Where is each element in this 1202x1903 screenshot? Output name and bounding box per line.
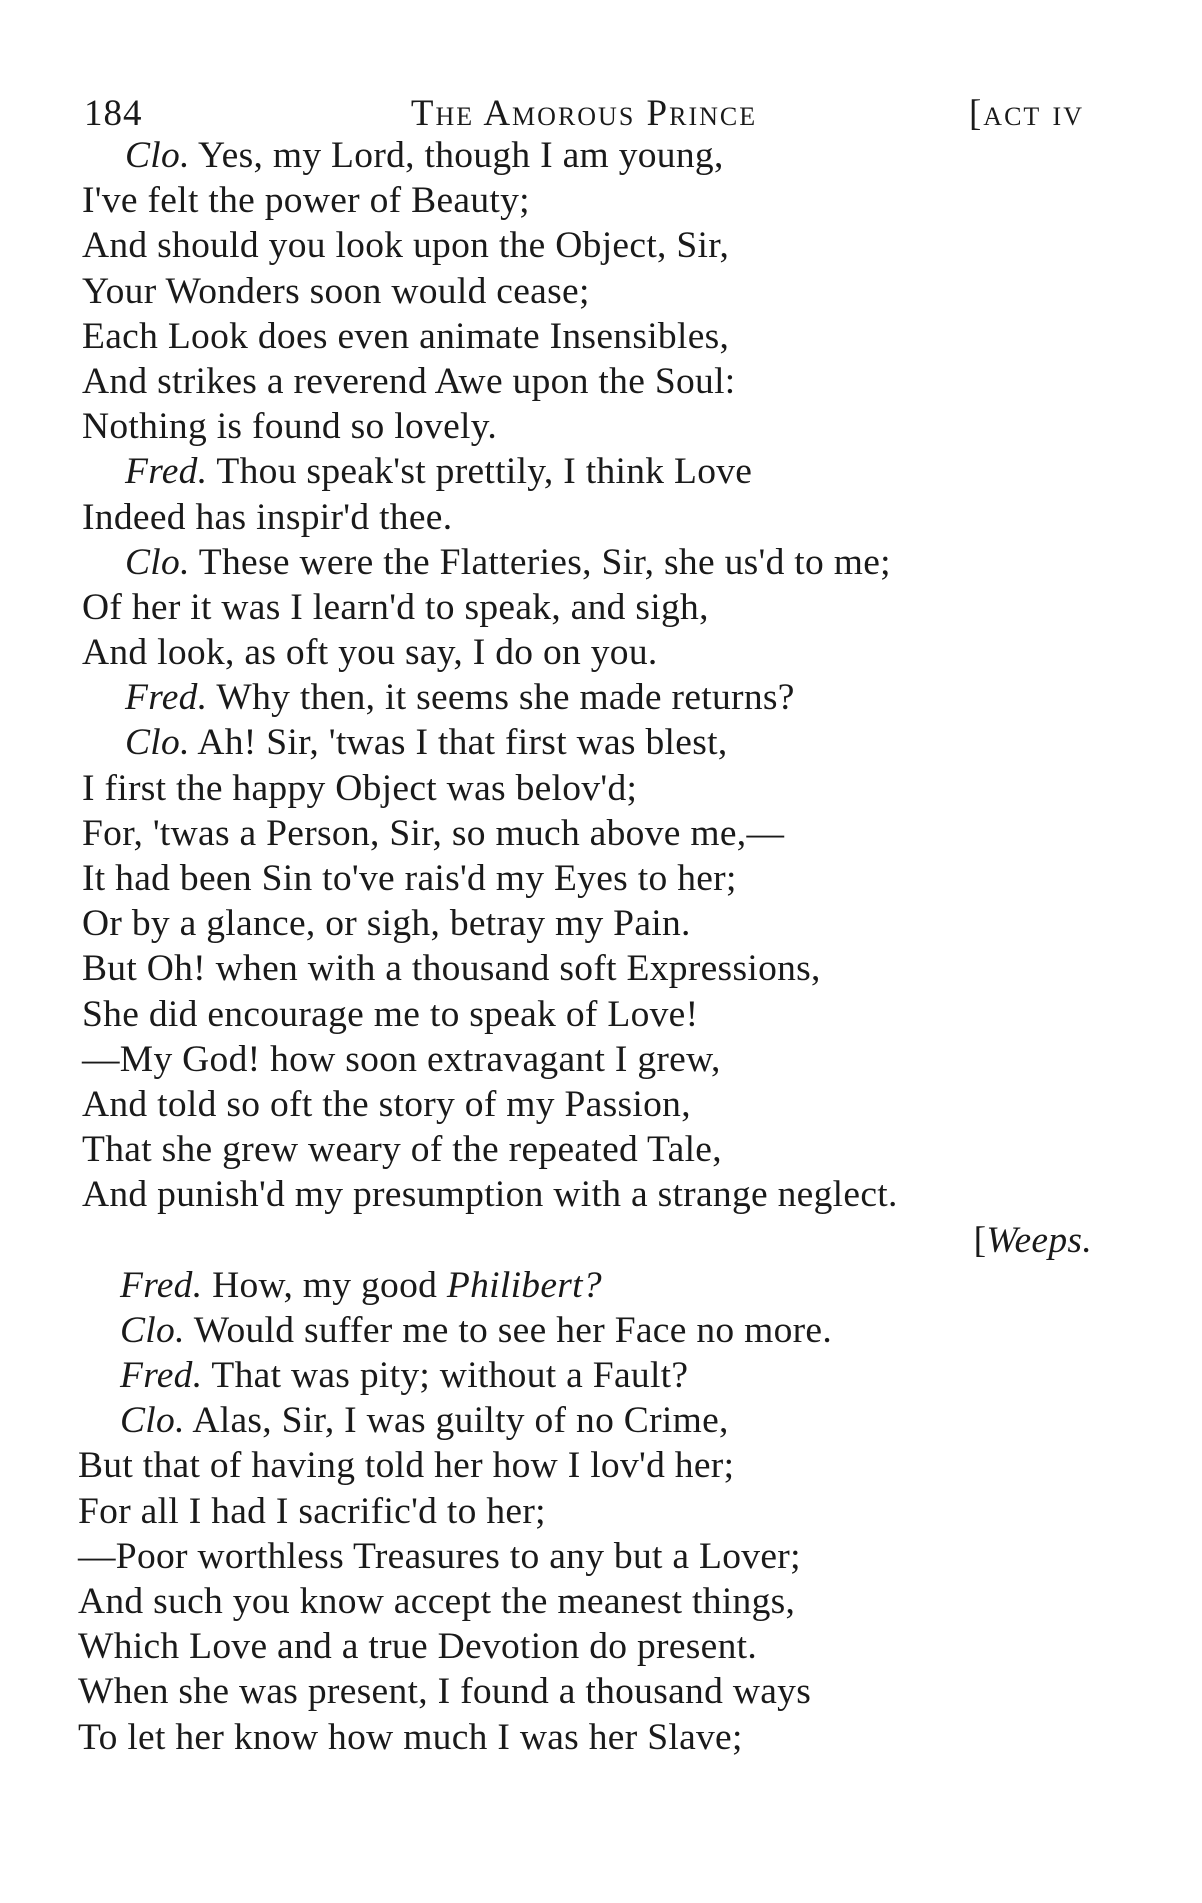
running-title-text: The Amorous Prince (410, 93, 758, 134)
speaker-name: Clo. (125, 135, 190, 176)
line-text: That she grew weary of the repeated Tale, (82, 1129, 722, 1171)
stage-direction-bracket: [ (973, 1219, 987, 1261)
verse-line (0, 269, 1202, 314)
speech-line (0, 675, 1202, 720)
line-text: Which Love and a true Devotion do present. (78, 1626, 758, 1668)
verse-line (0, 856, 1202, 901)
line-text: And look, as oft you say, I do on you. (82, 632, 658, 674)
speech-line (0, 720, 1202, 765)
line-text: Ah! Sir, 'twas I that first was blest, (189, 722, 728, 764)
line-text: To let her know how much I was her Slave; (78, 1716, 743, 1758)
line-text: Why then, it seems she made returns? (207, 677, 795, 719)
verse-line (0, 404, 1202, 449)
line-text: I've felt the power of Beauty; (82, 180, 530, 222)
line-text: And such you know accept the meanest things, (78, 1581, 796, 1622)
verse-line (0, 1082, 1202, 1127)
line-text: Thou speak'st prettily, I think Love (207, 451, 753, 493)
speech-line (0, 1353, 1202, 1398)
verse-line (0, 630, 1202, 675)
line-text: Indeed has inspir'd thee. (82, 496, 453, 538)
speaker-name: Clo. (120, 1309, 185, 1351)
line-text: And told so oft the story of my Passion, (82, 1083, 691, 1125)
line-text: And punish'd my presumption with a strange neglect. (82, 1174, 898, 1216)
speech-line (0, 1308, 1202, 1353)
line-text: And strikes a reverend Awe upon the Soul: (82, 360, 736, 402)
line-text: I first the happy Object was belov'd; (82, 767, 638, 809)
speech-line (0, 1263, 1202, 1308)
verse-line (0, 811, 1202, 856)
speaker-name: Fred. (120, 1264, 203, 1306)
character-name: Philibert? (446, 1264, 602, 1306)
verse-line (0, 1489, 1202, 1534)
verse-line (0, 1443, 1202, 1488)
line-text: She did encourage me to speak of Love! (82, 993, 699, 1035)
line-text: It had been Sin to've rais'd my Eyes to her; (82, 858, 737, 899)
speech-line (0, 540, 1202, 585)
line-text: But Oh! when with a thousand soft Expressions, (82, 948, 821, 990)
verse-line (0, 992, 1202, 1037)
verse-line (0, 1534, 1202, 1579)
line-text: For, 'twas a Person, Sir, so much above me,— (82, 812, 785, 854)
verse-line (0, 766, 1202, 811)
line-text: Each Look does even animate Insensibles, (82, 315, 730, 357)
verse-line (0, 223, 1202, 268)
line-text: Of her it was I learn'd to speak, and sigh, (82, 586, 709, 628)
line-text: And should you look upon the Object, Sir, (82, 225, 730, 267)
line-text: Yes, my Lord, though I am young, (189, 135, 724, 176)
speaker-name: Fred. (125, 451, 208, 493)
speaker-name: Clo. (125, 722, 190, 764)
line-text: —Poor worthless Treasures to any but a Lover; (78, 1535, 801, 1577)
act-label: [act iv (968, 93, 1084, 134)
line-text: How, my good (202, 1264, 447, 1306)
verse-line (0, 314, 1202, 359)
verse-text (0, 133, 1202, 1760)
verse-line (0, 901, 1202, 946)
running-title (84, 92, 1084, 135)
stage-direction-text: Weeps. (986, 1219, 1092, 1261)
line-text: Your Wonders soon would cease; (82, 270, 590, 312)
verse-line (0, 1127, 1202, 1172)
speaker-name: Clo. (125, 541, 190, 583)
line-text: When she was present, I found a thousand ways (78, 1671, 812, 1713)
verse-line (0, 1669, 1202, 1714)
verse-line (0, 359, 1202, 404)
page-number: 184 (84, 93, 143, 134)
verse-line (0, 1715, 1202, 1760)
speech-line (0, 449, 1202, 494)
line-text: These were the Flatteries, Sir, she us'd to me; (189, 541, 891, 583)
speaker-name: Fred. (120, 1355, 203, 1397)
line-text: Would suffer me to see her Face no more. (184, 1309, 833, 1351)
verse-line (0, 1172, 1202, 1217)
verse-line (0, 1037, 1202, 1082)
stage-direction (0, 1218, 1202, 1263)
line-text: That was pity; without a Fault? (202, 1355, 689, 1397)
line-text: Nothing is found so lovely. (82, 406, 498, 448)
verse-line (0, 495, 1202, 540)
verse-line (0, 946, 1202, 991)
speech-line (0, 1398, 1202, 1443)
speech-line (0, 133, 1202, 178)
verse-line (0, 585, 1202, 630)
verse-line (0, 1579, 1202, 1624)
line-text: Or by a glance, or sigh, betray my Pain. (82, 903, 691, 945)
line-text: Alas, Sir, I was guilty of no Crime, (184, 1400, 729, 1442)
line-text: For all I had I sacrific'd to her; (78, 1490, 546, 1532)
speaker-name: Clo. (120, 1400, 185, 1442)
verse-line (0, 178, 1202, 223)
line-text: But that of having told her how I lov'd her; (78, 1445, 735, 1487)
speaker-name: Fred. (125, 677, 208, 719)
line-text: —My God! how soon extravagant I grew, (82, 1038, 721, 1080)
verse-line (0, 1624, 1202, 1669)
